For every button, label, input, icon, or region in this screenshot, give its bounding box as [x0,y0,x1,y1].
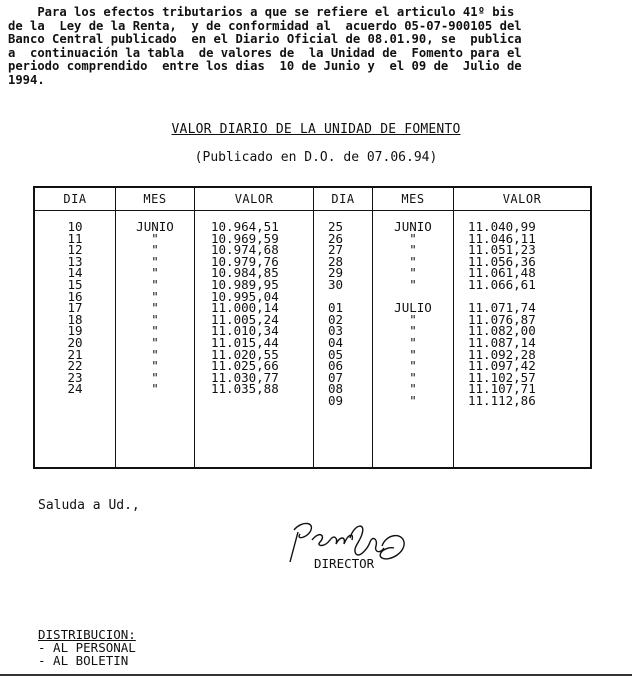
intro-line: Para los efectos tributarios a que se refiere el articulo 41º bis [8,5,515,19]
document-title: VALOR DIARIO DE LA UNIDAD DE FOMENTO [171,122,461,137]
intro-line: de la Ley de la Renta, y de conformidad al acuerdo 05-07-900105 del [8,18,522,33]
header-dia: DIA [314,187,373,211]
intro-line: Banco Central publicado en el Diario Oficial de 08.01.90, se publica [8,32,522,47]
table-cell: 10.995,04 [211,288,279,304]
table-cell: 11.071,74 [468,300,536,316]
table-cell: 04 [328,334,344,350]
column-dia-left [34,211,116,469]
table-cell: 14 [67,265,83,281]
table-cell: " [151,276,159,292]
table-cell: " [409,265,417,281]
table-cell: " [409,392,417,408]
table-cell: " [151,369,159,385]
column-valor-left [195,211,314,469]
table-cell: 11.076,87 [468,311,536,327]
table-cell: " [151,381,159,397]
table-cell: 02 [328,311,344,327]
table-cell: 11 [67,230,83,246]
table-cell: " [151,346,159,362]
table-cell: " [151,265,159,281]
table-cell: 30 [328,276,344,292]
table-cell: " [151,323,159,339]
column-dia-right [314,211,373,469]
intro-line: 1994. [8,72,45,87]
distribution-item: - AL PERSONAL [38,640,136,655]
table-cell: 07 [328,369,344,385]
table-cell: 23 [67,369,83,385]
table-cell: 06 [328,358,344,374]
table-cell: 13 [67,253,83,269]
table-cell: 11.061,48 [468,265,536,281]
table-cell: 10.984,85 [211,265,279,281]
table-cell: 05 [328,346,344,362]
table-cell: JUNIO [136,219,174,234]
header-valor: VALOR [195,187,314,211]
table-cell: " [151,334,159,350]
table-cell: " [409,334,417,350]
table-cell: 10.974,68 [211,242,279,258]
director-title: DIRECTOR [314,556,375,571]
table-cell: 22 [67,358,83,374]
table-cell: 25 [328,219,344,234]
table-cell: 11.082,00 [468,323,536,339]
uf-values-table [33,186,592,469]
table-cell: 18 [67,311,83,327]
table-cell: " [409,381,417,397]
closing-text: Saluda a Ud., [38,498,140,513]
table-cell: " [409,323,417,339]
table-body-row [34,211,591,469]
distribution-item: - AL BOLETIN [38,653,129,668]
table-cell: JUNIO [394,219,432,234]
table-cell: 20 [67,334,83,350]
intro-paragraph [8,6,628,88]
table-cell: 10.989,95 [211,276,279,292]
table-cell: 11.046,11 [468,230,536,246]
table-cell: 29 [328,265,344,281]
table-cell: " [151,358,159,374]
table-cell: 11.015,44 [211,334,279,350]
table-cell: " [151,253,159,269]
uf-table-container [33,186,592,469]
table-cell: " [151,300,159,316]
intro-line: a continuación la tabla de valores de la Unidad de Fomento para el [8,45,522,60]
header-dia: DIA [34,187,116,211]
table-cell: 11.107,71 [468,381,536,397]
table-cell: 12 [67,242,83,258]
table-cell: 09 [328,392,344,408]
column-valor-right [454,211,592,469]
table-cell: " [151,230,159,246]
table-cell: 21 [67,346,83,362]
table-cell: 11.102,57 [468,369,536,385]
header-mes: MES [373,187,454,211]
table-cell: 01 [328,300,344,316]
table-cell: 10.979,76 [211,253,279,269]
table-cell: 19 [67,323,83,339]
table-cell: 10.969,59 [211,230,279,246]
table-cell: 11.112,86 [468,392,536,408]
table-cell: 11.030,77 [211,369,279,385]
table-cell: 11.056,36 [468,253,536,269]
table-cell: " [151,242,159,258]
table-cell: " [409,358,417,374]
table-cell: 10 [67,219,83,234]
table-cell: 11.010,34 [211,323,279,339]
distribution-block [38,628,136,667]
table-cell: 11.051,23 [468,242,536,258]
document-subtitle: (Publicado en D.O. de 07.06.94) [194,150,438,165]
table-cell: 11.035,88 [211,381,279,397]
table-cell: 11.066,61 [468,276,536,292]
table-cell: " [409,230,417,246]
table-cell: 11.087,14 [468,334,536,350]
table-cell: " [409,369,417,385]
table-cell: " [151,311,159,327]
table-cell: 11.005,24 [211,311,279,327]
header-mes: MES [116,187,195,211]
table-cell: " [409,311,417,327]
table-cell: 11.040,99 [468,219,536,234]
table-cell: 28 [328,253,344,269]
intro-line: periodo comprendido entre los dias 10 de Junio y el 09 de Julio de [8,59,522,74]
table-cell: 11.000,14 [211,300,279,316]
table-cell: " [409,242,417,258]
table-cell: 26 [328,230,344,246]
table-cell: JULIO [394,300,432,316]
table-cell: 27 [328,242,344,258]
table-cell: 11.020,55 [211,346,279,362]
page-bottom-rule [0,674,632,676]
table-cell: 17 [67,300,83,316]
table-cell: 11.092,28 [468,346,536,362]
table-cell: " [409,253,417,269]
table-cell: " [151,288,159,304]
distribution-heading: DISTRIBUCION: [38,627,136,642]
table-cell: " [409,276,417,292]
column-mes-left [116,211,195,469]
table-cell: " [409,346,417,362]
column-mes-right [373,211,454,469]
table-header-row [34,187,591,211]
table-cell: 10.964,51 [211,219,279,234]
table-cell: 03 [328,323,344,339]
header-valor: VALOR [454,187,592,211]
table-cell: 24 [67,381,83,397]
table-cell: 08 [328,381,344,397]
table-cell: 15 [67,276,83,292]
table-cell: 16 [67,288,83,304]
table-cell: 11.097,42 [468,358,536,374]
table-cell: 11.025,66 [211,358,279,374]
